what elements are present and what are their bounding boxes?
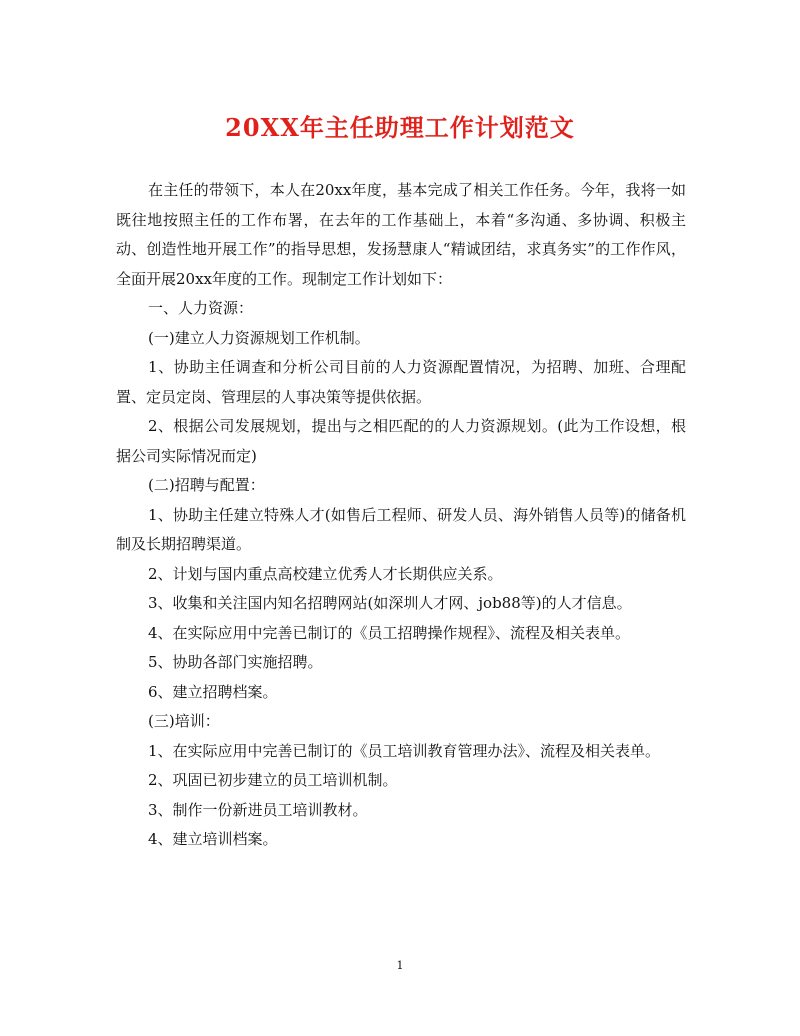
document-title: 20XX年主任助理工作计划范文 — [225, 113, 575, 142]
document-body — [116, 176, 686, 855]
list-item: 2、根据公司发展规划，提出与之相匹配的的人力资源规划。(此为工作设想，根据公司实际情况而定) — [116, 417, 686, 465]
list-item: 1、在实际应用中完善已制订的《员工培训教育管理办法》、流程及相关表单。 — [148, 741, 661, 760]
list-item: 4、建立培训档案。 — [148, 830, 278, 848]
list-item: 3、制作一份新进员工培训教材。 — [148, 800, 368, 819]
list-item: 2、巩固已初步建立的员工培训机制。 — [148, 771, 398, 789]
list-item: 6、建立招聘档案。 — [148, 682, 278, 701]
list-item: 2、计划与国内重点高校建立优秀人才长期供应关系。 — [148, 564, 503, 583]
section-heading-hr: 一、人力资源： — [148, 299, 254, 317]
list-item: 1、协助主任调查和分析公司目前的人力资源配置情况，为招聘、加班、合理配置、定员定岗、管理层的人事决策等提供依据。 — [116, 358, 686, 406]
subsection-heading-recruitment: (二)招聘与配置： — [148, 476, 265, 494]
list-item: 1、协助主任建立特殊人才(如售后工程师、研发人员、海外销售人员等)的储备机制及长期招聘渠道。 — [116, 505, 686, 553]
subsection-heading-training: (三)培训： — [148, 712, 220, 730]
list-item: 4、在实际应用中完善已制订的《员工招聘操作规程》、流程及相关表单。 — [148, 623, 631, 642]
list-item: 3、收集和关注国内知名招聘网站(如深圳人才网、job88等)的人才信息。 — [148, 594, 632, 612]
subsection-heading-planning: (一)建立人力资源规划工作机制。 — [148, 328, 370, 347]
intro-paragraph: 在主任的带领下，本人在20xx年度，基本完成了相关工作任务。今年，我将一如既往地按照主任的工作布署，在去年的工作基础上，本着“多沟通、多协调、积极主动、创造性地开展工作”的指导思想，发扬慧康人“精诚团结，求真务实”的工作作风，全面开展20xx年度的工作。现制定工作计划如下： — [116, 181, 686, 288]
page-number: 1 — [396, 959, 404, 972]
list-item: 5、协助各部门实施招聘。 — [148, 653, 323, 671]
